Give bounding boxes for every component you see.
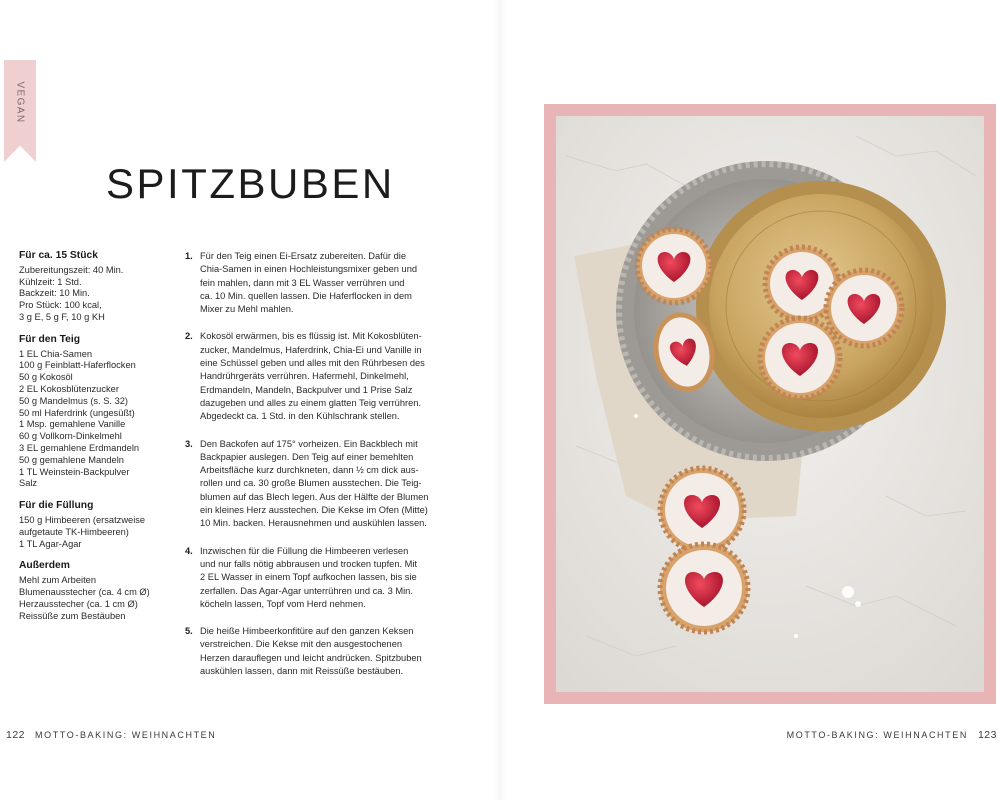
ingredient-section <box>19 250 167 324</box>
ingredient-line: Pro Stück: 100 kcal, <box>19 300 102 311</box>
step-line: fein mahlen, dann mit 3 EL Wasser verrühren und <box>200 277 405 288</box>
instruction-step <box>185 625 445 678</box>
footer-right-text: MOTTO-BAKING: WEIHNACHTEN <box>786 730 968 740</box>
step-line: köcheln lassen, Topf vom Herd nehmen. <box>200 598 366 609</box>
ingredient-line: 50 g gemahlene Mandeln <box>19 454 124 465</box>
step-line: verstreichen. Die Kekse mit den ausgestochenen <box>200 639 403 650</box>
ingredient-line: Blumenausstecher (ca. 4 cm Ø) <box>19 586 150 597</box>
ingredient-line: 1 EL Chia-Samen <box>19 348 93 359</box>
step-line: Kokosöl erwärmen, bis es flüssig ist. Mit Kokosblüten- <box>200 331 422 342</box>
step-line: 10 Min. backen. Herausnehmen und auskühlen lassen. <box>200 518 427 529</box>
step-line: Chia-Samen in einen Hochleistungsmixer geben und <box>200 264 418 275</box>
step-number: 1. <box>185 251 193 261</box>
recipe-title: SPITZBUBEN <box>106 160 395 207</box>
step-line: dazugeben und alles zu einem glatten Teig verrühren. <box>200 397 422 408</box>
step-line: ein kleines Herz ausstechen. Die Kekse im Ofen (Mitte) <box>200 505 428 516</box>
step-line: 2 EL Wasser in einem Topf aufkochen lassen, bis sie <box>200 572 417 583</box>
ingredient-heading: Für den Teig <box>19 333 81 345</box>
ingredient-line: 2 EL Kokosblütenzucker <box>19 383 119 394</box>
step-line: blumen auf das Blech legen. Aus der Hälfte der Blumen <box>200 491 429 502</box>
ingredient-line: Backzeit: 10 Min. <box>19 288 90 299</box>
ingredient-line: 3 g E, 5 g F, 10 g KH <box>19 311 105 322</box>
page-number-left: 122 <box>6 729 26 741</box>
ingredient-line: 150 g Himbeeren (ersatzweise <box>19 514 146 525</box>
ingredient-line: Kühlzeit: 1 Std. <box>19 276 82 287</box>
ingredient-line: Herzausstecher (ca. 1 cm Ø) <box>19 598 138 609</box>
footer-right <box>787 729 997 741</box>
ingredient-line: 3 EL gemahlene Erdmandeln <box>19 442 140 453</box>
step-text <box>200 330 445 423</box>
step-line: Backpapier auslegen. Den Teig auf einer bemehlten <box>200 451 414 462</box>
step-text <box>200 438 445 531</box>
step-number: 2. <box>185 331 193 342</box>
ingredient-line: 1 TL Weinstein-Backpulver <box>19 466 130 477</box>
spitzbuben-cookies-photo <box>556 116 984 692</box>
ingredient-line: 100 g Feinblatt-Haferflocken <box>19 360 136 371</box>
ingredient-line: Zubereitungszeit: 40 Min. <box>19 264 124 275</box>
step-text <box>200 545 445 611</box>
vegan-tab-label-box <box>4 60 36 144</box>
ingredient-line: 50 g Kokosöl <box>19 372 73 383</box>
ingredient-section <box>19 500 167 550</box>
footer-left-text: MOTTO-BAKING: WEIHNACHTEN <box>35 730 217 740</box>
step-text <box>200 250 445 316</box>
step-text <box>200 625 445 678</box>
ingredient-line: 1 TL Agar-Agar <box>19 538 82 549</box>
ingredient-line: 1 Msp. gemahlene Vanille <box>19 419 126 430</box>
instruction-step <box>185 330 445 423</box>
steps-column <box>185 250 445 692</box>
step-line: Den Backofen auf 175° vorheizen. Ein Backblech mit <box>200 438 418 449</box>
ingredient-heading: Für die Füllung <box>19 500 94 512</box>
step-line: rollen und ca. 30 große Blumen ausstechen. Die Teig- <box>200 478 422 489</box>
vegan-tab-label: VEGAN <box>14 80 26 124</box>
ingredient-line: 60 g Vollkorn-Dinkelmehl <box>19 431 122 442</box>
instruction-step <box>185 545 445 611</box>
ingredient-heading: Außerdem <box>19 560 70 572</box>
ingredients-column <box>19 250 167 632</box>
step-line: und nur falls nötig abbrausen und trocken tupfen. Mit <box>200 558 418 569</box>
step-line: Handrührgeräts verrühren. Hafermehl, Dinkelmehl, <box>200 371 409 382</box>
ingredient-line: 50 g Mandelmus (s. S. 32) <box>19 395 129 406</box>
step-line: Arbeitsfläche kurz durchkneten, dann ½ cm dick aus- <box>200 465 419 476</box>
ingredient-line: aufgetaute TK-Himbeeren) <box>19 526 129 537</box>
step-line: Für den Teig einen Ei-Ersatz zubereiten. Dafür die <box>200 251 407 261</box>
step-number: 5. <box>185 626 193 637</box>
ingredient-line: Reissüße zum Bestäuben <box>19 610 126 621</box>
footer-left <box>6 729 216 741</box>
book-gutter <box>493 0 507 800</box>
ingredient-line: Salz <box>19 478 38 489</box>
step-line: zerfallen. Das Agar-Agar unterrühren und ca. 3 Min. <box>200 585 413 596</box>
step-line: zucker, Mandelmus, Haferdrink, Chia-Ei und Vanille in <box>200 344 422 355</box>
step-number: 3. <box>185 438 193 449</box>
ingredient-section <box>19 560 167 622</box>
step-line: Erdmandeln, Mandeln, Backpulver und 1 Prise Salz <box>200 384 413 395</box>
ingredient-heading: Für ca. 15 Stück <box>19 250 98 261</box>
step-line: Herzen darauflegen und leicht andrücken. Spitzbuben <box>200 652 422 663</box>
step-line: ca. 10 Min. quellen lassen. Die Haferflocken in dem <box>200 290 412 301</box>
step-line: eine Schüssel geben und alles mit den Rührbesen des <box>200 358 425 369</box>
step-line: Mixer zu Mehl mahlen. <box>200 304 294 315</box>
step-line: Inzwischen für die Füllung die Himbeeren verlesen <box>200 545 409 556</box>
instruction-step <box>185 250 445 316</box>
ingredient-section <box>19 334 167 490</box>
ingredient-line: Mehl zum Arbeiten <box>19 575 96 586</box>
step-number: 4. <box>185 545 193 556</box>
step-line: Die heiße Himbeerkonfitüre auf den ganzen Keksen <box>200 626 414 637</box>
instruction-step <box>185 438 445 531</box>
step-line: auskühlen lassen, dann mit Reissüße bestäuben. <box>200 666 404 677</box>
step-line: Abgedeckt ca. 1 Std. in den Kühlschrank stellen. <box>200 411 400 422</box>
page-number-right: 123 <box>977 729 997 741</box>
ingredient-line: 50 ml Haferdrink (ungesüßt) <box>19 407 135 418</box>
